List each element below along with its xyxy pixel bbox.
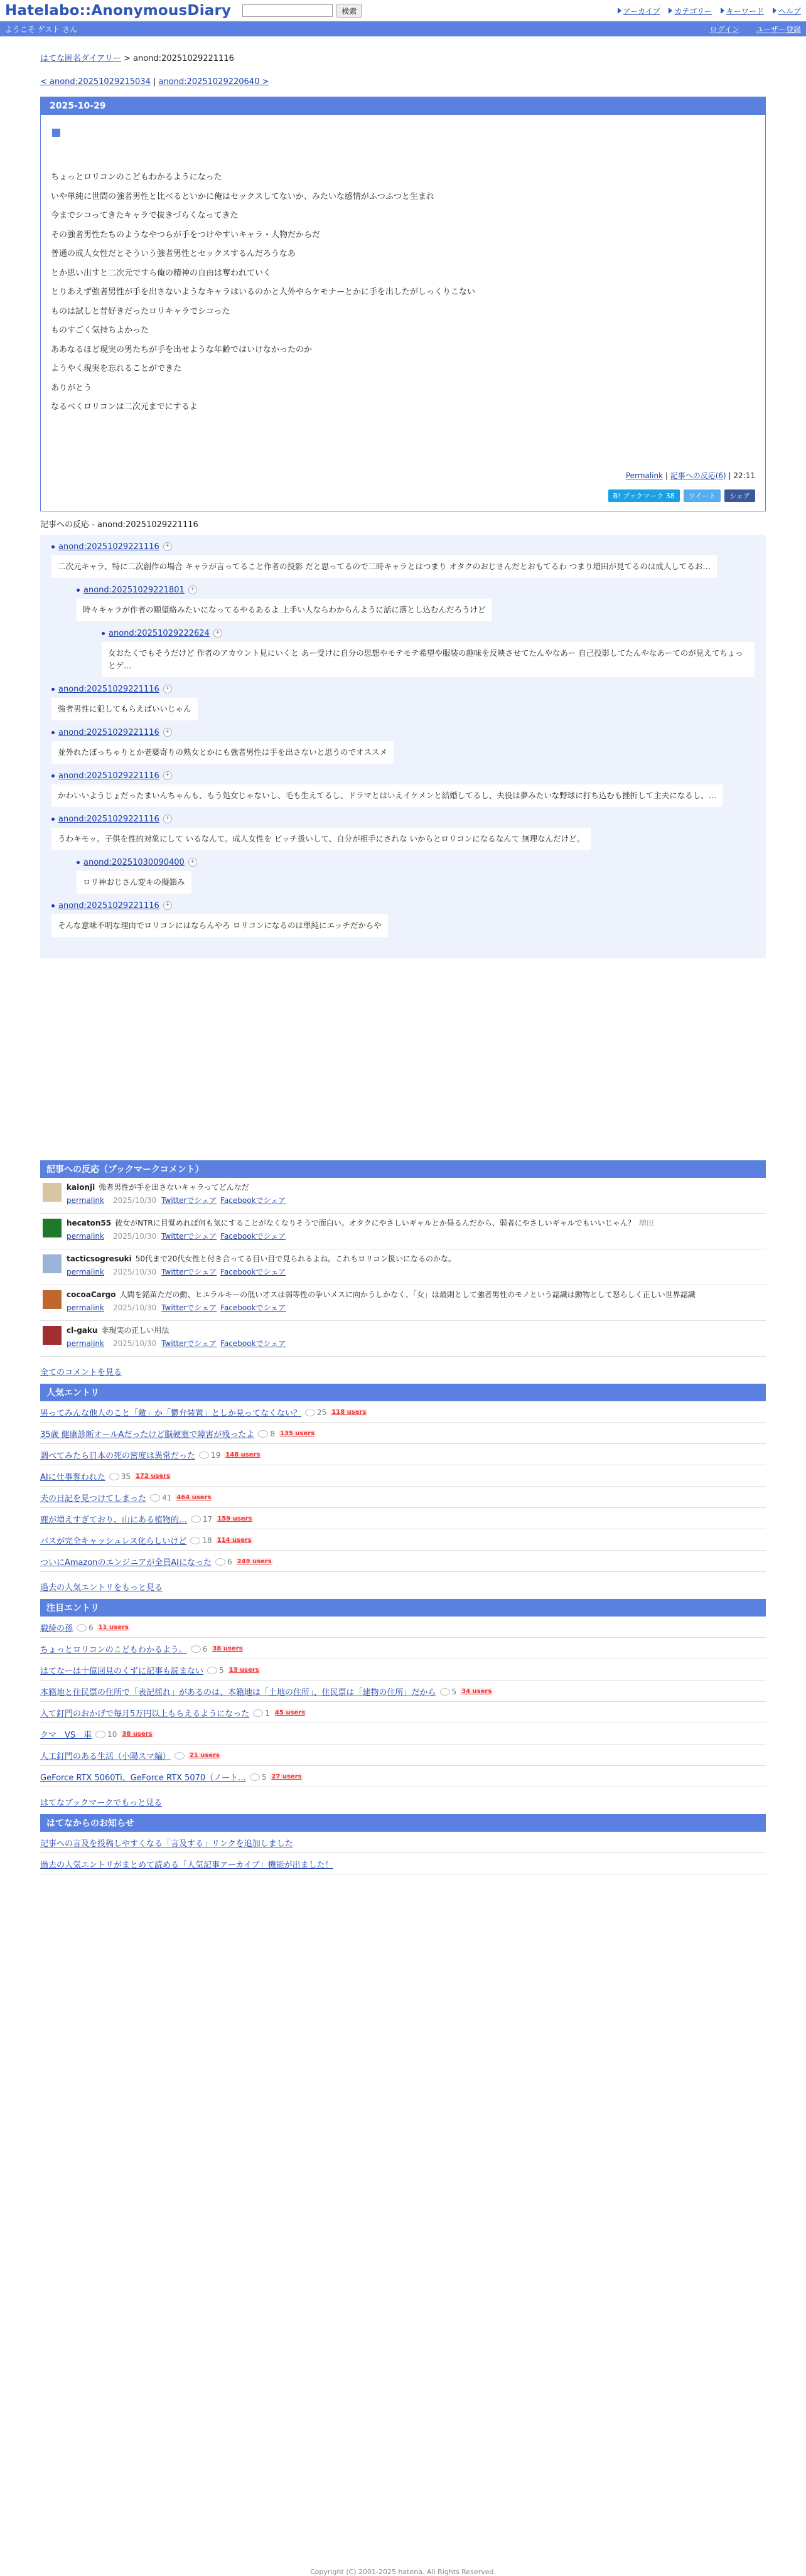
bookmark-content	[67, 1217, 654, 1245]
breadcrumb-root[interactable]: はてな匿名ダイアリー	[40, 54, 121, 63]
reaction-header	[51, 542, 755, 552]
welcome-text: ようこそ ゲスト さん	[5, 24, 78, 34]
comment-bubble-icon	[305, 1409, 315, 1416]
facebook-share-button[interactable]: シェア	[724, 489, 755, 502]
prev-entry-link[interactable]: < anond:20251029215034	[40, 77, 151, 87]
users-badge[interactable]: 11 users	[98, 1624, 129, 1631]
entry-row	[40, 1745, 766, 1766]
entry-row	[40, 1638, 766, 1659]
comment-count-value: 5	[261, 1772, 267, 1782]
entry-row	[40, 1702, 766, 1723]
bookmark-meta	[67, 1338, 289, 1349]
entry-line: なるべくロリコンは二次元までにするよ	[51, 402, 198, 412]
reaction-link[interactable]: anond:20251029221116	[58, 901, 159, 911]
bookmark-comment: 非現実の正しい用法	[101, 1326, 169, 1335]
comment-bubble-icon	[199, 1451, 209, 1459]
facebook-share-link[interactable]: Facebookでシェア	[220, 1196, 286, 1205]
reaction-text: そんな意味不明な理由でロリコンにはならんやろ ロリコンになるのは単純にエッチだからや	[51, 914, 388, 937]
reaction-item	[51, 815, 755, 858]
entry-title-link[interactable]: はてなーは十億回見のくずに記事も読まない	[40, 1667, 204, 1676]
bookmark-date: 2025/10/30	[113, 1339, 157, 1348]
entry-title-link[interactable]: ちょっとロリコンのこどもわかるよう。	[40, 1645, 187, 1655]
comment-count-value: 1	[265, 1708, 270, 1718]
popular-header: 人気エントリ	[40, 1384, 766, 1401]
entry-title-link[interactable]: 調べてみたら日本の死の密度は異常だった	[40, 1451, 196, 1461]
comment-count[interactable]	[191, 1645, 208, 1654]
bookmark-user[interactable]: cocoaCargo	[67, 1290, 116, 1299]
expand-icon[interactable]: +	[163, 728, 172, 737]
facebook-share-link[interactable]: Facebookでシェア	[220, 1303, 286, 1312]
bookmark-content	[67, 1182, 289, 1209]
facebook-share-link[interactable]: Facebookでシェア	[220, 1339, 286, 1348]
comment-bubble-icon	[253, 1709, 263, 1717]
entry-title-link[interactable]: 職綺の孫	[40, 1624, 73, 1633]
twitter-share-link[interactable]: Twitterでシェア	[161, 1303, 217, 1312]
sidebar-bottom	[40, 1160, 766, 1874]
entry-line: ああなるほど現実の男たちが手を出せような年齢ではいけなかったのか	[51, 345, 313, 355]
entry-square-icon[interactable]	[52, 129, 60, 137]
bookmark-permalink[interactable]: permalink	[67, 1232, 104, 1241]
reaction-link[interactable]: anond:20251029221116	[58, 771, 159, 781]
entry-title-link[interactable]: 男ってみんな他人のこと「敵」か「鬱弁装置」としか見ってなくない？	[40, 1409, 302, 1418]
entry-line: とりあえず強者男性が手を出さないようなキャラはいるのかと人外やらケモナーとかに手を出したがしっくりこない	[51, 287, 476, 297]
reaction-text: うわキモッ。子供を性的対象にして いるなんて。成人女性を ビッチ扱いして、自分が相手にされな いからとロリコンになるなんて 無理なんだけど。	[51, 828, 591, 850]
bullet-icon	[77, 589, 80, 592]
attention-header: 注目エントリ	[40, 1599, 766, 1617]
users-badge[interactable]: 159 users	[217, 1515, 252, 1522]
entry-line: 普通の成人女性だとそういう強者男性とセックスするんだろうなあ	[51, 249, 296, 259]
users-badge[interactable]: 38 users	[212, 1645, 243, 1652]
entry-title-link[interactable]: 本籍地と住民票の住所で「表記揺れ」があるのは、本籍地は「土地の住所」、住民票は「建物の住所」だから	[40, 1688, 436, 1697]
comment-count-value: 17	[203, 1514, 213, 1524]
reaction-link[interactable]: anond:20251029221801	[83, 585, 185, 595]
entry-row	[40, 1529, 766, 1551]
popular-list	[40, 1401, 766, 1572]
search-input[interactable]	[242, 4, 333, 17]
expand-icon[interactable]: +	[163, 771, 172, 780]
top-bar	[0, 0, 806, 21]
entry-line: とか思い出すと二次元ですら俺の精神の自由は奪われていく	[51, 268, 272, 278]
expand-icon[interactable]: +	[188, 585, 197, 594]
reaction-item	[77, 858, 755, 901]
bullet-icon	[51, 904, 55, 907]
entry-title-link[interactable]: クマ VS 車	[40, 1731, 92, 1740]
keyword-link[interactable]: キーワード	[721, 6, 764, 16]
triangle-icon	[721, 8, 724, 14]
entry-line: その強者男性たちのようなやつらが手をつけやすいキャラ・人物だからだ	[51, 230, 321, 240]
entry-date: 2025-10-29	[41, 97, 765, 115]
triangle-icon	[618, 8, 621, 14]
reactions-title: 記事への反応 - anond:20251029221116	[40, 520, 198, 530]
comment-count[interactable]	[175, 1752, 185, 1760]
comment-count[interactable]	[253, 1709, 270, 1718]
reaction-header	[51, 901, 755, 911]
reaction-link[interactable]: anond:20251029221116	[58, 684, 159, 694]
category-link[interactable]: カテゴリー	[669, 6, 712, 16]
reaction-item	[77, 585, 755, 629]
reaction-text: 並外れたぽっちゃりとか老婆寄りの熟女とかにも強者男性は手を出さないと思うのでオススメ	[51, 741, 394, 764]
entry-row	[40, 1681, 766, 1702]
entry-line: 今までシコってきたキャラで抜きづらくなってきた	[51, 211, 239, 220]
share-buttons	[51, 489, 755, 502]
comment-count-value: 6	[227, 1557, 232, 1566]
entry-title-link[interactable]: GeForce RTX 5060Ti、GeForce RTX 5070（ノート…	[40, 1773, 246, 1783]
bookmark-date: 2025/10/30	[113, 1232, 157, 1241]
tweet-button[interactable]: ツイート	[684, 489, 721, 502]
bookmark-permalink[interactable]: permalink	[67, 1268, 104, 1276]
help-link[interactable]: ヘルプ	[773, 6, 801, 16]
expand-icon[interactable]: +	[163, 542, 172, 551]
comment-bubble-icon	[191, 1515, 201, 1523]
entry-footer: Permalink | 記事への反応(6) | 22:11	[625, 471, 755, 480]
bullet-icon	[51, 688, 55, 691]
bookmark-line	[67, 1253, 456, 1264]
bullet-icon	[51, 818, 55, 821]
reaction-header	[51, 728, 755, 737]
reaction-link[interactable]: anond:20251029221116	[58, 727, 159, 737]
bookmark-permalink[interactable]: permalink	[67, 1339, 104, 1348]
notice-header: はてなからのお知らせ	[40, 1814, 766, 1832]
bookmark-user[interactable]: tacticsogresuki	[67, 1254, 132, 1263]
comment-count-value: 8	[270, 1429, 275, 1438]
users-badge[interactable]: 118 users	[331, 1409, 367, 1416]
users-badge[interactable]: 249 users	[237, 1558, 272, 1565]
reaction-link[interactable]: anond:20251029222624	[109, 628, 210, 638]
bookmark-meta	[67, 1266, 456, 1277]
bookmark-row	[40, 1321, 766, 1357]
notice-row	[40, 1832, 766, 1853]
expand-icon[interactable]: +	[163, 685, 172, 693]
attention-list	[40, 1617, 766, 1787]
entry-title-link[interactable]: 鹿が増えすぎており、山にある植物的…	[40, 1515, 188, 1525]
bookmark-content	[67, 1253, 456, 1281]
avatar[interactable]	[43, 1183, 62, 1202]
reaction-item	[51, 542, 755, 585]
users-badge[interactable]: 13 users	[228, 1667, 259, 1674]
bookmark-comments-header: 記事への反応（ブックマークコメント）	[40, 1160, 766, 1178]
comment-count-value: 41	[162, 1493, 172, 1502]
comment-count-value: 19	[211, 1450, 221, 1460]
bookmark-row	[40, 1249, 766, 1285]
bookmark-content	[67, 1325, 289, 1352]
entry-row	[40, 1659, 766, 1681]
bookmark-row	[40, 1214, 766, 1249]
bookmark-line	[67, 1325, 289, 1335]
comment-count[interactable]	[109, 1472, 131, 1481]
register-link[interactable]: ユーザー登録	[755, 24, 801, 34]
reaction-text: 強者男性に犯してもらえばいいじゃん	[51, 698, 198, 720]
users-badge[interactable]: 114 users	[217, 1537, 252, 1544]
reaction-item	[51, 771, 755, 815]
next-entry-link[interactable]: anond:20251029220640 >	[158, 77, 269, 87]
bookmark-list	[40, 1178, 766, 1357]
comment-bubble-icon	[95, 1731, 105, 1738]
bookmark-line	[67, 1289, 696, 1300]
top-links	[618, 6, 801, 16]
avatar[interactable]	[43, 1326, 62, 1345]
entry-row	[40, 1766, 766, 1787]
users-badge[interactable]: 45 users	[274, 1709, 306, 1716]
copyright: Copyright (C) 2001-2025 hatena. All Rights Reserved.	[310, 2568, 496, 2576]
reaction-header	[51, 815, 755, 824]
entry-row	[40, 1723, 766, 1745]
reaction-header	[51, 771, 755, 781]
comment-bubble-icon	[175, 1752, 185, 1760]
comment-bubble-icon	[215, 1558, 225, 1566]
entry-line: いや単純に世間の強者男性と比べるといかに俺はセックスしてないか、みたいな感情がふつふつと生まれ	[51, 191, 434, 201]
comment-bubble-icon	[190, 1537, 200, 1544]
avatar[interactable]	[43, 1290, 62, 1309]
bookmark-extra: 増田	[638, 1219, 654, 1227]
triangle-icon	[669, 8, 672, 14]
reactions-link[interactable]: 記事への反応(6)	[670, 471, 726, 480]
users-badge[interactable]: 27 users	[271, 1773, 302, 1780]
notice-list	[40, 1832, 766, 1874]
search-button[interactable]: 検索	[336, 4, 362, 18]
bookmark-meta	[67, 1302, 696, 1313]
users-badge[interactable]: 464 users	[176, 1494, 212, 1501]
entry	[40, 97, 766, 511]
main-content	[40, 39, 766, 958]
users-badge[interactable]: 21 users	[189, 1752, 220, 1759]
entry-row	[40, 1465, 766, 1487]
bookmark-meta	[67, 1231, 654, 1241]
users-badge[interactable]: 172 users	[136, 1473, 171, 1480]
expand-icon[interactable]: +	[163, 815, 172, 823]
archive-link[interactable]: アーカイブ	[618, 6, 660, 16]
entry-time: 22:11	[733, 471, 755, 480]
entry-title-link[interactable]: AIに仕事奪われた	[40, 1473, 105, 1482]
expand-icon[interactable]: +	[188, 858, 197, 867]
reaction-text: 二次元キャラ、特に二次創作の場合 キャラが言ってること作者の投影 だと思ってるので二時キャラとはつまり オタクのおじさんだとおもてるわ つまり増田が見てるのは成人してるお…	[51, 555, 717, 578]
entry-line: ちょっとロリコンのこどもわかるようになった	[51, 173, 222, 182]
reaction-link[interactable]: anond:20251030090400	[83, 857, 185, 867]
entry-row	[40, 1401, 766, 1423]
all-comments-link[interactable]: 全てのコメントを見る	[40, 1368, 122, 1377]
reaction-item	[51, 728, 755, 771]
twitter-share-link[interactable]: Twitterでシェア	[161, 1268, 217, 1276]
comment-count-value: 5	[451, 1687, 457, 1696]
users-badge[interactable]: 148 users	[225, 1451, 261, 1458]
reaction-link[interactable]: anond:20251029221116	[58, 814, 159, 824]
bookmark-content	[67, 1289, 696, 1317]
bullet-icon	[51, 545, 55, 548]
bookmark-permalink[interactable]: permalink	[67, 1196, 104, 1205]
bullet-icon	[102, 632, 105, 635]
entry-row	[40, 1617, 766, 1638]
triangle-icon	[773, 8, 776, 14]
permalink[interactable]: Permalink	[625, 471, 664, 480]
comment-bubble-icon	[440, 1688, 450, 1696]
comment-count-value: 6	[89, 1623, 94, 1632]
comment-bubble-icon	[150, 1494, 160, 1502]
entry-line: ものすごく気持ちよかった	[51, 326, 149, 335]
reaction-text: 女おたくでもそうだけど 作者のアカウント見にいくと あー受けに自分の思想やモテモテ希望や服装の趣味を反映させてたんやなあー 自己投影してたんやなあーてのが見えてちょっとゲ…	[102, 642, 755, 677]
bookmark-date: 2025/10/30	[113, 1196, 157, 1205]
hatena-bookmark-button[interactable]: B! ブックマーク 38	[608, 489, 680, 502]
notice-link[interactable]: 過去の人気エントリがまとめて読める「人気記事アーカイブ」機能が出ました！	[40, 1861, 333, 1870]
comment-count[interactable]	[77, 1623, 94, 1632]
comment-count[interactable]	[150, 1494, 171, 1502]
entry-nav: < anond:20251029215034 | anond:20251029220640 >	[40, 77, 269, 87]
comment-count-value: 25	[317, 1408, 327, 1417]
breadcrumb: はてな匿名ダイアリー > anond:20251029221116	[40, 54, 234, 63]
entry-title-link[interactable]: 入て釘門のおかげで毎月5万円以上もらえるようになった	[40, 1709, 250, 1719]
comment-count-value: 35	[121, 1472, 131, 1481]
twitter-share-link[interactable]: Twitterでシェア	[161, 1232, 217, 1241]
bookmark-user[interactable]: kaionji	[67, 1183, 95, 1192]
users-badge[interactable]: 38 users	[122, 1731, 153, 1738]
attention-more-link[interactable]: はてなブックマークでもっと見る	[40, 1798, 163, 1808]
login-link[interactable]: ログイン	[709, 24, 739, 34]
comment-bubble-icon	[77, 1624, 87, 1632]
facebook-share-link[interactable]: Facebookでシェア	[220, 1232, 286, 1241]
reaction-link[interactable]: anond:20251029221116	[58, 542, 159, 552]
comment-count[interactable]	[191, 1515, 212, 1524]
popular-more-link[interactable]: 過去の人気エントリをもっと見る	[40, 1583, 163, 1593]
reaction-header	[77, 585, 755, 595]
comment-bubble-icon	[191, 1645, 201, 1653]
entry-body	[41, 115, 765, 511]
entry-title-link[interactable]: パスが完全キャッシュレス化らしいけど	[40, 1537, 187, 1546]
expand-icon[interactable]: +	[213, 629, 222, 638]
entry-row	[40, 1423, 766, 1444]
bookmark-row	[40, 1285, 766, 1321]
comment-count-value: 6	[202, 1644, 208, 1654]
entry-row	[40, 1444, 766, 1465]
notice-link[interactable]: 記事への言及を投稿しやすくなる「言及する」リンクを追加しました	[40, 1839, 293, 1849]
comment-count[interactable]	[95, 1730, 117, 1739]
comment-count[interactable]	[305, 1408, 326, 1417]
reaction-text: 時々キャラが作者の願望絡みたいになってるやるあるよ 上手い人ならわからんように話に落とし込むんだろうけど	[77, 599, 492, 621]
bookmark-comment: 50代まで20代女性と付き合ってる目い目で見られるよね。これもロリコン扱いになるのかな。	[135, 1254, 456, 1263]
bullet-icon	[51, 731, 55, 734]
reaction-text: ロリ神おじさん変キの擬鎖み	[77, 871, 191, 894]
twitter-share-link[interactable]: Twitterでシェア	[161, 1339, 217, 1348]
comment-count[interactable]	[190, 1536, 212, 1545]
comment-count-value: 10	[107, 1729, 117, 1739]
comment-count[interactable]	[199, 1451, 220, 1460]
entry-line: ものは試しと昔好きだったロリキャラでシコった	[51, 306, 230, 316]
reaction-item	[51, 685, 755, 728]
welcome-bar	[0, 21, 806, 36]
breadcrumb-current: anond:20251029221116	[133, 54, 234, 63]
entry-title-link[interactable]: 35歳 健康診断オールAだったけど脳硬塞で障害が残ったよ	[40, 1430, 255, 1440]
entry-row	[40, 1508, 766, 1529]
bookmark-comment: 人間を銘苗ただの動、ヒエラルキーの低い才スは弱等性の争いメスに向かうしかなく、「女」は最則として強者男性のモノという認識は動物として怒らしく正しい世界認識	[119, 1290, 696, 1299]
reaction-item	[102, 629, 755, 685]
comment-count[interactable]	[440, 1687, 457, 1696]
entry-title-link[interactable]: 人工釘門のある生活（小陽スマ編）	[40, 1752, 171, 1761]
comment-bubble-icon	[258, 1430, 268, 1438]
facebook-share-link[interactable]: Facebookでシェア	[220, 1268, 286, 1276]
avatar[interactable]	[43, 1254, 62, 1273]
comment-count[interactable]	[215, 1558, 232, 1566]
twitter-share-link[interactable]: Twitterでシェア	[161, 1196, 217, 1205]
entry-row	[40, 1487, 766, 1508]
comment-bubble-icon	[207, 1667, 217, 1674]
entry-line: ありがとう	[51, 383, 92, 393]
bookmark-user[interactable]: cl-gaku	[67, 1326, 98, 1335]
bookmark-comment: 強者男性が手を出さないキャラってどんなだ	[99, 1183, 249, 1192]
reaction-item	[51, 901, 755, 944]
comment-count-value: 5	[219, 1665, 224, 1675]
site-logo[interactable]: Hatelabo::AnonymousDiary	[5, 3, 232, 19]
bookmark-line	[67, 1217, 654, 1228]
comment-count[interactable]	[258, 1430, 275, 1438]
reaction-header	[102, 629, 755, 638]
users-badge[interactable]: 34 users	[461, 1688, 492, 1695]
reaction-text: かわいいようじょだったまいんちゃんも、もう処女じゃないし、毛も生えてるし、ドラマとはいえイケメンと結婚してるし、夫役は夢みたいな野球に打ち込むも挫折して主夫になるし、…	[51, 784, 723, 807]
bookmark-row	[40, 1178, 766, 1214]
bullet-icon	[51, 774, 55, 778]
bookmark-meta	[67, 1195, 289, 1205]
bookmark-date: 2025/10/30	[113, 1303, 157, 1312]
entry-text	[51, 168, 755, 417]
reaction-header	[77, 858, 755, 867]
bookmark-comment: 彼女がNTRに目覚めれば何も気にすることがなくなりそうで面白い。オタクにやさしいギャルとか昼るんだから、弱者にやさしいギャルでもいいじゃん？	[115, 1219, 635, 1227]
avatar[interactable]	[43, 1219, 62, 1237]
users-badge[interactable]: 135 users	[279, 1430, 315, 1437]
entry-title-link[interactable]: ついにAmazonのエンジニアが全員AIになった	[40, 1558, 212, 1568]
notice-row	[40, 1853, 766, 1874]
comment-count[interactable]	[250, 1773, 267, 1782]
reaction-header	[51, 685, 755, 694]
bookmark-permalink[interactable]: permalink	[67, 1303, 104, 1312]
bullet-icon	[77, 861, 80, 864]
entry-line: ようやく現実を忘れることができた	[51, 364, 182, 373]
bookmark-line	[67, 1182, 289, 1192]
reactions-list	[40, 535, 766, 958]
comment-count[interactable]	[207, 1666, 224, 1675]
entry-title-link[interactable]: 夫の日記を見つけてしまった	[40, 1494, 147, 1504]
comment-bubble-icon	[109, 1473, 119, 1480]
bookmark-date: 2025/10/30	[113, 1268, 157, 1276]
comment-bubble-icon	[250, 1773, 260, 1781]
entry-row	[40, 1551, 766, 1572]
expand-icon[interactable]: +	[163, 901, 172, 910]
comment-count-value: 18	[202, 1536, 212, 1545]
bookmark-user[interactable]: hecaton55	[67, 1219, 112, 1227]
